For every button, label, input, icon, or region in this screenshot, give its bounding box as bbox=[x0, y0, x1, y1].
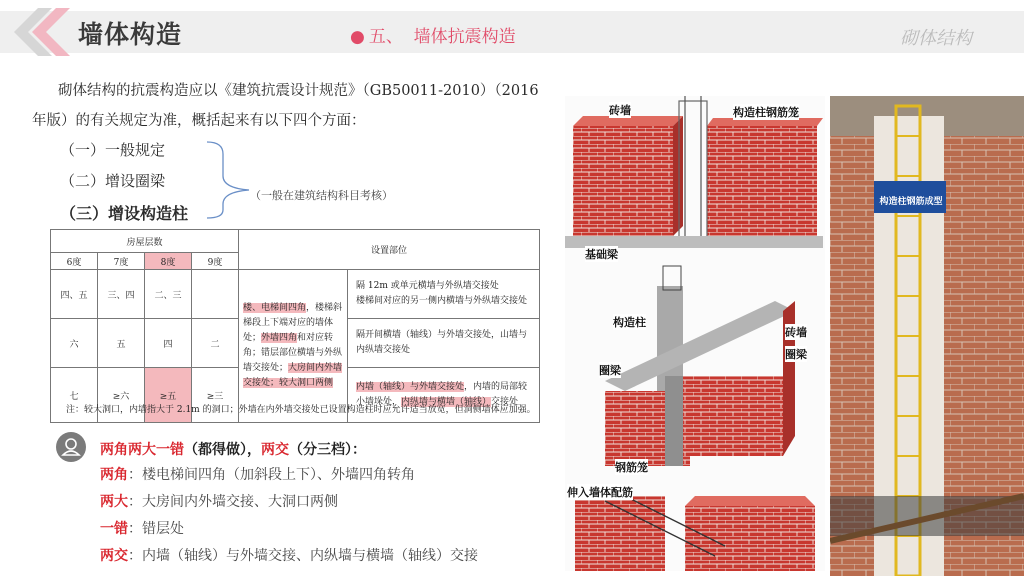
summary-item bbox=[100, 464, 415, 484]
summary-item bbox=[100, 518, 184, 538]
section-dot: ● bbox=[350, 27, 365, 47]
table-cell: 五 bbox=[98, 319, 145, 368]
summary-text: （都得做）， bbox=[184, 442, 261, 458]
table-cell: 二 bbox=[192, 319, 239, 368]
table-degree: 9度 bbox=[192, 253, 239, 270]
section-heading bbox=[350, 22, 516, 47]
construction-illustration bbox=[565, 96, 825, 571]
table-cell: 三、四 bbox=[98, 270, 145, 319]
summary-item-label: 两大 bbox=[100, 494, 128, 510]
table-header-floors: 房屋层数 bbox=[51, 230, 239, 253]
summary-item bbox=[100, 491, 338, 511]
table-cell: 四、五 bbox=[51, 270, 98, 319]
brace-icon bbox=[205, 140, 255, 220]
table-cell-highlight: ≥五 bbox=[145, 368, 192, 423]
label-wall-rebar: 伸入墙体配筋 bbox=[567, 486, 633, 499]
label-ring-beam: 圈梁 bbox=[785, 348, 807, 361]
summary-item-sep: ： bbox=[128, 494, 142, 510]
header-chevron-icon bbox=[0, 0, 80, 60]
label-brick-wall: 砖墙 bbox=[609, 104, 631, 117]
summary-item bbox=[100, 545, 478, 565]
summary-item-text: 错层处 bbox=[142, 521, 184, 537]
loc-highlight: 较大洞口两侧 bbox=[279, 378, 334, 388]
intro-text: 砌体结构的抗震构造应以《建筑抗震设计规范》（GB50011-2010）（2016年版）的有关规定为准，概括起来有以下四个方面： bbox=[32, 83, 539, 129]
summary-keyword: 两交 bbox=[261, 442, 289, 458]
summary-item-text: 楼电梯间四角（加斜段上下）、外墙四角转角 bbox=[142, 467, 415, 483]
section-title: 墙体抗震构造 bbox=[413, 27, 516, 47]
site-photo-drawing bbox=[830, 96, 1024, 576]
list-item-ring-beam: （二）增设圈梁 bbox=[60, 172, 166, 190]
site-photo bbox=[830, 96, 1024, 576]
table-header-location: 设置部位 bbox=[239, 230, 540, 270]
page-title: 墙体构造 bbox=[78, 20, 183, 49]
loc-highlight: 楼、电梯间四角 bbox=[243, 303, 307, 313]
summary-item-sep: ： bbox=[128, 467, 142, 483]
table-degree-highlight: 8度 bbox=[145, 253, 192, 270]
loc-text: 和对应转角；错层部位横墙与外纵墙交接处； bbox=[243, 333, 343, 373]
table-cell bbox=[192, 270, 239, 319]
section-number: 五、 bbox=[368, 27, 403, 47]
table-note: 注：较大洞口，内墙指大于 2.1m 的洞口；外墙在内外墙交接处已设置构造柱时应允许适当放宽，但洞侧墙体应加强。 bbox=[66, 405, 536, 415]
label-rebar-cage: 钢筋笼 bbox=[615, 461, 648, 474]
setting-text: 交接处 bbox=[491, 397, 519, 407]
user-icon bbox=[56, 432, 86, 462]
summary-keyword: 两角两大一错 bbox=[100, 442, 184, 458]
setting-line: 楼梯间对应的另一侧内横墙与外纵墙交接处 bbox=[356, 296, 528, 306]
loc-text: ，楼梯斜梯段上下端对应的墙体处； bbox=[243, 303, 343, 343]
table-setting-cell bbox=[348, 270, 540, 319]
summary-item-label: 一错 bbox=[100, 521, 128, 537]
table-cell: 六 bbox=[51, 319, 98, 368]
setting-highlight: 内纵墙与横墙（轴线） bbox=[401, 397, 492, 407]
setting-highlight: 内墙（轴线）与外墙交接处 bbox=[356, 382, 465, 392]
table-cell: ≥三 bbox=[192, 368, 239, 423]
photo-sign: 构造柱钢筋成型 bbox=[879, 197, 943, 207]
table-cell: 二、三 bbox=[145, 270, 192, 319]
label-ring-beam-2: 圈梁 bbox=[599, 364, 621, 377]
label-foundation-beam: 基础梁 bbox=[585, 248, 618, 261]
summary-item-sep: ： bbox=[128, 548, 142, 564]
table-location-cell bbox=[239, 270, 348, 423]
loc-highlight: 外墙四角 bbox=[261, 333, 298, 343]
table-setting-cell: 隔开间横墙（轴线）与外墙交接处，山墙与内纵墙交接处 bbox=[348, 319, 540, 368]
label-brick-wall-2: 砖墙 bbox=[785, 326, 807, 339]
loc-highlight: 大房间内外墙交接处； bbox=[243, 363, 343, 388]
table-degree: 6度 bbox=[51, 253, 98, 270]
summary-text: （分三档）： bbox=[289, 442, 366, 458]
label-column-cage: 构造柱钢筋笼 bbox=[733, 106, 799, 119]
summary-item-label: 两角 bbox=[100, 467, 128, 483]
summary-item-text: 内墙（轴线）与外墙交接、内纵墙与横墙（轴线）交接 bbox=[142, 548, 478, 564]
table-degree: 7度 bbox=[98, 253, 145, 270]
course-label: 砌体结构 bbox=[900, 28, 972, 49]
list-item-general: （一）一般规定 bbox=[60, 141, 166, 159]
intro-paragraph bbox=[32, 76, 542, 136]
table-cell: 七 bbox=[51, 368, 98, 423]
list-item-constructional-column: （三）增设构造柱 bbox=[60, 204, 189, 223]
summary-item-text: 大房间内外墙交接、大洞口两侧 bbox=[142, 494, 338, 510]
setting-text: ，内墙的局部较小墙垛处， bbox=[356, 382, 528, 407]
label-constructional-column: 构造柱 bbox=[613, 316, 646, 329]
brace-note: （一般在建筑结构科目考核） bbox=[250, 189, 393, 202]
table-cell: ≥六 bbox=[98, 368, 145, 423]
table-cell: 四 bbox=[145, 319, 192, 368]
summary-item-label: 两交 bbox=[100, 548, 128, 564]
setting-line: 隔 12m 或单元横墙与外纵墙交接处 bbox=[356, 281, 499, 291]
column-setting-table bbox=[50, 229, 540, 423]
summary-heading bbox=[100, 439, 366, 459]
summary-item-sep: ： bbox=[128, 521, 142, 537]
